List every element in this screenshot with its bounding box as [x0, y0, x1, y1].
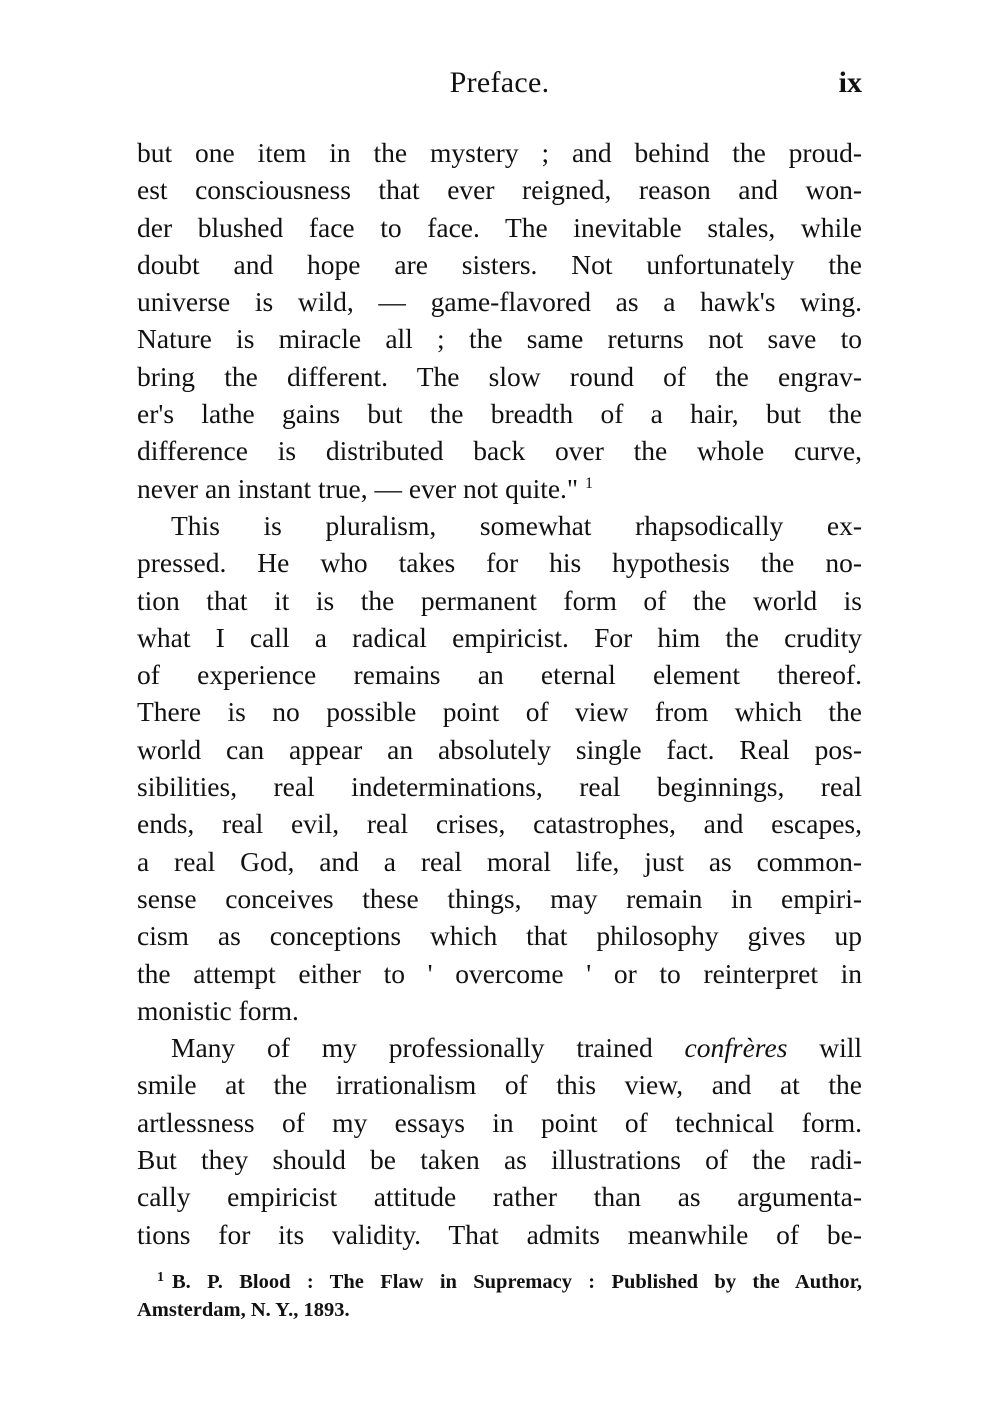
text-line: But they should be taken as illustrations of the radi-: [137, 1144, 862, 1176]
footnote-reference: 1: [585, 474, 594, 492]
italic-term: confrères: [684, 1032, 788, 1064]
text-line: [137, 470, 862, 507]
text-line-content: Many of my professionally trained: [171, 1032, 653, 1064]
running-head: [137, 66, 862, 110]
text-line: doubt and hope are sisters. Not unfortunately the: [137, 248, 862, 280]
footnote-line: [137, 1268, 862, 1296]
text-line: est consciousness that ever reigned, reason and won-: [137, 174, 862, 206]
text-line: monistic form.: [137, 994, 299, 1026]
text-line: smile at the irrationalism of this view, and at the: [137, 1069, 862, 1101]
text-line: tion that it is the permanent form of the world is: [137, 584, 862, 616]
page-number: ix: [838, 66, 862, 99]
text-line: This is pluralism, somewhat rhapsodically ex-: [171, 509, 862, 541]
text-line: bring the different. The slow round of the engrav-: [137, 360, 862, 392]
text-line: sibilities, real indeterminations, real beginnings, real: [137, 771, 862, 803]
text-line: ends, real evil, real crises, catastrophes, and escapes,: [137, 808, 862, 840]
text-line: er's lathe gains but the breadth of a hair, but the: [137, 398, 862, 430]
text-line: tions for its validity. That admits meanwhile of be-: [137, 1218, 862, 1250]
text-line: [137, 1029, 862, 1066]
text-line: sense conceives these things, may remain in empiri-: [137, 882, 862, 914]
text-line: universe is wild, — game-flavored as a hawk's wing.: [137, 286, 862, 318]
footnote-text: B. P. Blood : The Flaw in Supremacy : Published by the Author,: [172, 1271, 862, 1293]
text-line: der blushed face to face. The inevitable stales, while: [137, 211, 862, 243]
text-line: cism as conceptions which that philosophy gives up: [137, 920, 862, 952]
running-title: Preface.: [449, 66, 550, 99]
text-line: cally empiricist attitude rather than as argumenta-: [137, 1181, 862, 1213]
text-line: pressed. He who takes for his hypothesis the no-: [137, 547, 862, 579]
text-line: world can appear an absolutely single fact. Real pos-: [137, 733, 862, 765]
text-line-content: never an instant true, — ever not quite.": [137, 472, 579, 504]
text-line: a real God, and a real moral life, just as common-: [137, 845, 862, 877]
text-line-content: will: [819, 1032, 863, 1064]
footnote-mark: 1: [157, 1270, 164, 1285]
text-line: Nature is miracle all ; the same returns not save to: [137, 323, 862, 355]
text-line: There is no possible point of view from which the: [137, 696, 862, 728]
footnote: [137, 1268, 862, 1324]
text-line: what I call a radical empiricist. For him the crudity: [137, 621, 862, 653]
body-text: [137, 134, 862, 1253]
text-line: difference is distributed back over the whole curve,: [137, 435, 862, 467]
footnote-line: Amsterdam, N. Y., 1893.: [137, 1299, 350, 1321]
text-line: the attempt either to ' overcome ' or to reinterpret in: [137, 957, 862, 989]
text-line: artlessness of my essays in point of technical form.: [137, 1106, 862, 1138]
text-line: but one item in the mystery ; and behind the proud-: [137, 137, 862, 168]
text-line: of experience remains an eternal element thereof.: [137, 659, 862, 691]
